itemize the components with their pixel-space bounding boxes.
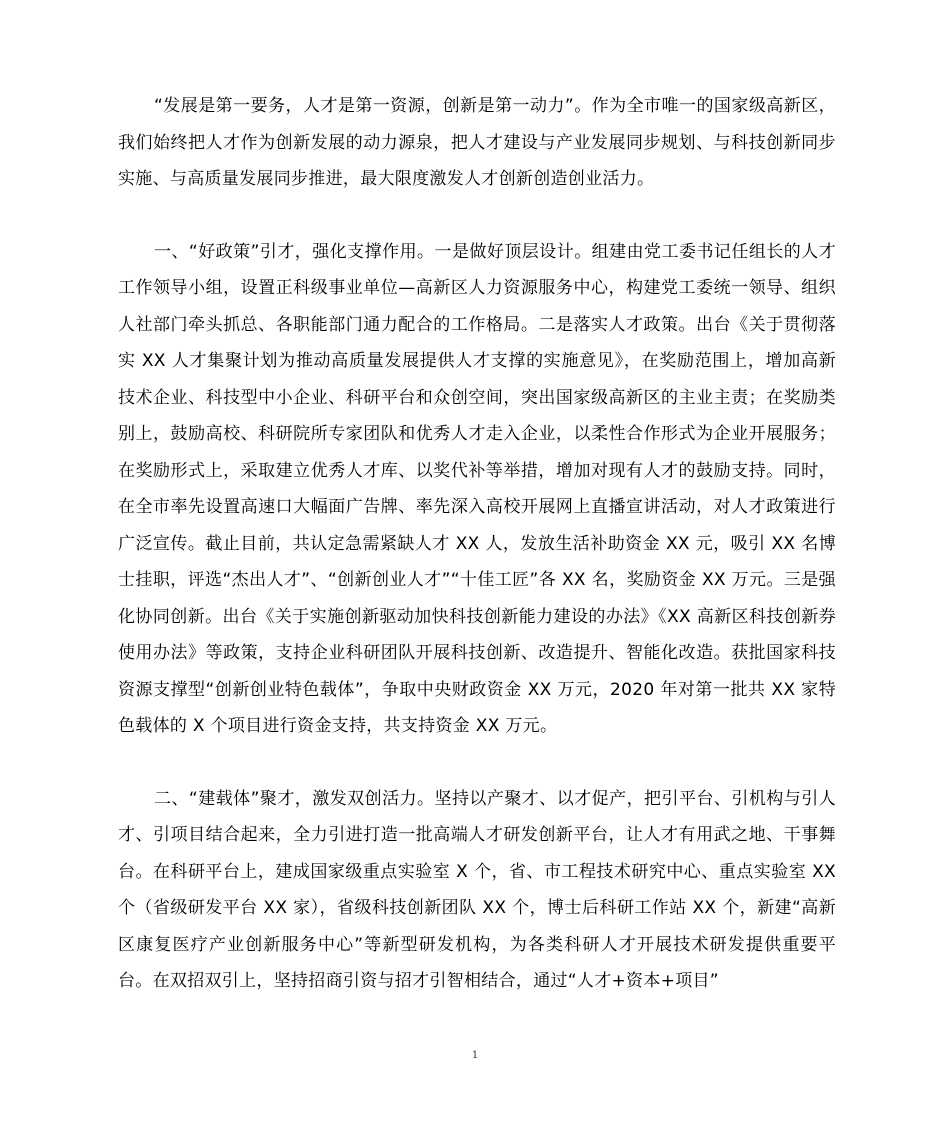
intro-paragraph: “发展是第一要务，人才是第一资源，创新是第一动力”。作为全市唯一的国家级高新区，我们始终把人才作为创新发展的动力源泉，把人才建设与产业发展同步规划、与科技创新同步实施、与高质量发展同步推进，最大限度激发人才创新创造创业活力。 <box>118 96 836 189</box>
section-one-paragraph: 一、“好政策”引才，强化支撑作用。一是做好顶层设计。组建由党工委书记任组长的人才工作领导小组，设置正科级事业单位—高新区人力资源服务中心，构建党工委统一领导、组织人社部门牵头抓总、各职能部门通力配合的工作格局。二是落实人才政策。出台《关于贯彻落实 XX 人才集聚计划为推动高质量发展提供人才支撑的实施意见》，在奖励范围上，增加高新技术企业、科技型中小企业、科研平台和众创空间，突出国家级高新区的主业主责；在奖励类别上，鼓励高校、科研院所专家团队和优秀人才走入企业，以柔性合作形式为企业开展服务；在奖励形式上，采取建立优秀人才库、以奖代补等举措，增加对现有人才的鼓励支持。同时，在全市率先设置高速口大幅面广告牌、率先深入高校开展网上直播宣讲活动，对人才政策进行广泛宣传。截止目前，共认定急需紧缺人才 XX 人，发放生活补助资金 XX 元，吸引 XX 名博士挂职，评选“杰出人才”、“创新创业人才”“十佳工匠”各 XX 名，奖励资金 XX 万元。三是强化协同创新。出台《关于实施创新驱动加快科技创新能力建设的办法》《XX 高新区科技创新券使用办法》等政策，支持企业科研团队开展科技创新、改造提升、智能化改造。获批国家科技资源支撑型“创新创业特色载体”，争取中央财政资金 XX 万元，2020 年对第一批共 XX 家特色载体的 X 个项目进行资金支持，共支持资金 XX 万元。 <box>118 241 836 736</box>
section-two-paragraph: 二、“建载体”聚才，激发双创活力。坚持以产聚才、以才促产，把引平台、引机构与引人才、引项目结合起来，全力引进打造一批高端人才研发创新平台，让人才有用武之地、干事舞台。在科研平台上，建成国家级重点实验室 X 个，省、市工程技术研究中心、重点实验室 XX 个（省级研发平台 XX 家），省级科技创新团队 XX 个，博士后科研工作站 XX 个，新建“高新区康复医疗产业创新服务中心”等新型研发机构，为各类科研人才开展技术研发提供重要平台。在双招双引上，坚持招商引资与招才引智相结合，通过“人才+资本+项目” <box>118 788 836 991</box>
page-number: 1 <box>471 1050 479 1061</box>
document-body <box>118 88 836 1000</box>
